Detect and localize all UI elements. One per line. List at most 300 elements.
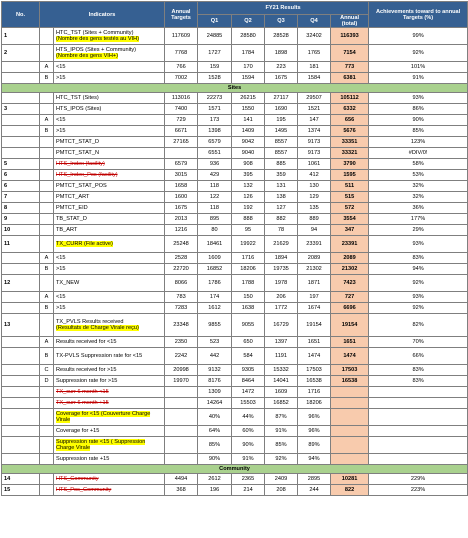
row-number	[2, 337, 40, 348]
table-row	[2, 365, 468, 376]
annual-target-cell: 1675	[165, 203, 198, 214]
achievement-cell: 101%	[369, 62, 468, 73]
q3-cell: 1397	[265, 337, 298, 348]
annual-target-cell: 117609	[165, 28, 198, 45]
achievement-cell: 93%	[369, 93, 468, 104]
indicator-cell	[54, 115, 165, 126]
annual-total-cell: 7423	[331, 275, 369, 292]
indicator-cell	[54, 474, 165, 485]
indicator-label: Suppression rate <15 ( Suppression Charge Virale	[56, 439, 146, 452]
annual-target-cell: 7002	[165, 73, 198, 84]
achievement-cell: 94%	[369, 264, 468, 275]
q1-cell: 196	[198, 485, 232, 496]
indicator-label: PMTCT_STAT_D	[56, 139, 99, 146]
annual-total-cell: 16538	[331, 376, 369, 387]
table-row	[2, 28, 468, 45]
section-row-sites	[2, 84, 468, 93]
indicator-label: >15	[56, 75, 66, 82]
q4-cell: 412	[298, 170, 331, 181]
q3-cell: 1191	[265, 348, 298, 365]
row-sub-letter	[40, 426, 54, 437]
q3-cell: 78	[265, 225, 298, 236]
annual-total-cell: 6332	[331, 104, 369, 115]
q1-cell: 40%	[198, 409, 232, 426]
table-row	[2, 303, 468, 314]
achievement-cell: 36%	[369, 203, 468, 214]
row-sub-letter: B	[40, 264, 54, 275]
row-sub-letter	[40, 409, 54, 426]
indicator-cell	[54, 225, 165, 236]
row-sub-letter	[40, 28, 54, 45]
row-sub-letter: A	[40, 337, 54, 348]
table-row	[2, 454, 468, 465]
q1-cell: 90%	[198, 454, 232, 465]
q2-cell: 9305	[232, 365, 265, 376]
table-row	[2, 474, 468, 485]
q4-cell: 9173	[298, 148, 331, 159]
table-row	[2, 485, 468, 496]
q2-cell: 18206	[232, 264, 265, 275]
q1-cell: 1528	[198, 73, 232, 84]
q4-cell: 181	[298, 62, 331, 73]
q2-cell: 1409	[232, 126, 265, 137]
row-sub-letter	[40, 170, 54, 181]
annual-target-cell: 2350	[165, 337, 198, 348]
q3-cell: 14041	[265, 376, 298, 387]
q2-cell: 1638	[232, 303, 265, 314]
annual-target-cell: 729	[165, 115, 198, 126]
section-label: Sites	[2, 84, 468, 93]
q2-cell: 214	[232, 485, 265, 496]
q3-cell: 885	[265, 159, 298, 170]
annual-total-cell: 515	[331, 192, 369, 203]
indicator-label: PMTCT_STAT_N	[56, 150, 99, 157]
q4-cell: 21302	[298, 264, 331, 275]
table-row	[2, 203, 468, 214]
q4-cell: 29507	[298, 93, 331, 104]
q3-cell: 92%	[265, 454, 298, 465]
q1-cell: 1309	[198, 387, 232, 398]
row-sub-letter: D	[40, 376, 54, 387]
row-sub-letter	[40, 137, 54, 148]
indicator-cell	[54, 28, 165, 45]
indicator-cell	[54, 253, 165, 264]
indicator-label: TX_NEW	[56, 280, 80, 287]
q4-cell: 1584	[298, 73, 331, 84]
table-row	[2, 73, 468, 84]
row-number	[2, 115, 40, 126]
q4-cell: 244	[298, 485, 331, 496]
achievement-cell	[369, 409, 468, 426]
row-number	[2, 253, 40, 264]
annual-total-cell: 656	[331, 115, 369, 126]
row-sub-letter: B	[40, 73, 54, 84]
q1-cell: 2612	[198, 474, 232, 485]
q1-cell: 6551	[198, 148, 232, 159]
q2-cell: 888	[232, 214, 265, 225]
indicator-cell	[54, 236, 165, 253]
achievement-cell: 99%	[369, 28, 468, 45]
table-row	[2, 214, 468, 225]
indicator-cell	[54, 485, 165, 496]
indicator-label: <15	[56, 294, 66, 301]
q3-cell: 127	[265, 203, 298, 214]
achievement-cell: 91%	[369, 73, 468, 84]
q2-cell: 95	[232, 225, 265, 236]
achievement-cell: 93%	[369, 236, 468, 253]
row-number: 15	[2, 485, 40, 496]
annual-target-cell	[165, 409, 198, 426]
achievement-cell: 83%	[369, 365, 468, 376]
q3-cell: 1898	[265, 45, 298, 62]
header-no: No.	[2, 2, 40, 28]
indicator-cell	[54, 314, 165, 337]
q3-cell: 16852	[265, 398, 298, 409]
row-number: 2	[2, 45, 40, 62]
indicator-cell	[54, 126, 165, 137]
q2-cell: 1784	[232, 45, 265, 62]
row-sub-letter	[40, 314, 54, 337]
row-number	[2, 398, 40, 409]
annual-target-cell: 19970	[165, 376, 198, 387]
annual-total-cell: 116393	[331, 28, 369, 45]
row-number: 3	[2, 104, 40, 115]
q3-cell: 87%	[265, 409, 298, 426]
annual-total-cell: 6381	[331, 73, 369, 84]
indicator-sublabel: (Nombre des gens VIH+)	[56, 53, 119, 60]
annual-target-cell	[165, 148, 198, 159]
indicator-cell	[54, 303, 165, 314]
annual-total-cell: 727	[331, 292, 369, 303]
annual-target-cell: 2013	[165, 214, 198, 225]
indicator-label: >15	[56, 128, 66, 135]
indicator-cell	[54, 387, 165, 398]
annual-total-cell	[331, 437, 369, 454]
annual-total-cell: 10281	[331, 474, 369, 485]
table-row	[2, 192, 468, 203]
annual-total-cell	[331, 426, 369, 437]
q2-cell: 141	[232, 115, 265, 126]
row-number	[2, 437, 40, 454]
q4-cell: 19154	[298, 314, 331, 337]
q2-cell: 28580	[232, 28, 265, 45]
annual-target-cell	[165, 454, 198, 465]
row-sub-letter: B	[40, 126, 54, 137]
indicator-cell	[54, 93, 165, 104]
annual-target-cell: 7400	[165, 104, 198, 115]
table-row	[2, 253, 468, 264]
section-row-community	[2, 465, 468, 474]
row-sub-letter	[40, 275, 54, 292]
annual-target-cell: 368	[165, 485, 198, 496]
q1-cell: 6579	[198, 137, 232, 148]
q3-cell: 27117	[265, 93, 298, 104]
q1-cell: 1786	[198, 275, 232, 292]
q4-cell: 96%	[298, 426, 331, 437]
annual-target-cell: 22720	[165, 264, 198, 275]
table-row	[2, 426, 468, 437]
annual-total-cell	[331, 409, 369, 426]
q4-cell: 1871	[298, 275, 331, 292]
q4-cell: 89%	[298, 437, 331, 454]
q3-cell: 131	[265, 181, 298, 192]
indicator-label: Coverage for +15	[56, 428, 100, 435]
row-number: 10	[2, 225, 40, 236]
row-sub-letter	[40, 398, 54, 409]
table-row	[2, 337, 468, 348]
indicator-label: Results received for <15	[56, 339, 117, 346]
q1-cell: 18461	[198, 236, 232, 253]
q2-cell: 1472	[232, 387, 265, 398]
header-annual-total: Annual (total)	[331, 15, 369, 28]
achievement-cell: 123%	[369, 137, 468, 148]
achievement-cell	[369, 437, 468, 454]
q1-cell: 8176	[198, 376, 232, 387]
annual-total-cell: 572	[331, 203, 369, 214]
q2-cell: 9055	[232, 314, 265, 337]
q4-cell: 1061	[298, 159, 331, 170]
indicator-label: Suppression rate for >15	[56, 378, 118, 385]
q2-cell: 650	[232, 337, 265, 348]
q1-cell: 9855	[198, 314, 232, 337]
row-sub-letter	[40, 181, 54, 192]
indicator-cell	[54, 454, 165, 465]
header-q1: Q1	[198, 15, 232, 28]
annual-total-cell: 511	[331, 181, 369, 192]
indicator-cell	[54, 409, 165, 426]
row-number: 5	[2, 159, 40, 170]
q3-cell: 15332	[265, 365, 298, 376]
q1-cell: 1398	[198, 126, 232, 137]
annual-total-cell: 21302	[331, 264, 369, 275]
indicator-cell	[54, 62, 165, 73]
row-number	[2, 73, 40, 84]
row-number	[2, 348, 40, 365]
q2-cell: 91%	[232, 454, 265, 465]
table-row	[2, 409, 468, 426]
indicator-label: HTS_IPOS (Sites + Community)	[56, 47, 137, 54]
q2-cell: 1716	[232, 253, 265, 264]
indicator-label: HTS_Index_Pos (facility)	[56, 172, 118, 179]
annual-total-cell: 17503	[331, 365, 369, 376]
q4-cell: 130	[298, 181, 331, 192]
row-number	[2, 264, 40, 275]
achievement-cell: 82%	[369, 314, 468, 337]
row-number	[2, 292, 40, 303]
annual-total-cell: 19154	[331, 314, 369, 337]
q3-cell: 1609	[265, 387, 298, 398]
achievement-cell: 83%	[369, 253, 468, 264]
q2-cell: 26215	[232, 93, 265, 104]
row-sub-letter	[40, 236, 54, 253]
annual-target-cell: 766	[165, 62, 198, 73]
table-row	[2, 376, 468, 387]
annual-total-cell: 773	[331, 62, 369, 73]
indicator-label: HTC_TST (Sites)	[56, 95, 99, 102]
q4-cell: 2895	[298, 474, 331, 485]
q4-cell: 32402	[298, 28, 331, 45]
table-row	[2, 314, 468, 337]
indicator-label: >15	[56, 305, 66, 312]
row-number	[2, 93, 40, 104]
table-row	[2, 236, 468, 253]
q2-cell: 170	[232, 62, 265, 73]
q2-cell: 19922	[232, 236, 265, 253]
annual-total-cell: 822	[331, 485, 369, 496]
q2-cell: 8464	[232, 376, 265, 387]
indicator-label: HTS_IPOS (Sites)	[56, 106, 102, 113]
achievement-cell: 58%	[369, 159, 468, 170]
annual-target-cell: 4494	[165, 474, 198, 485]
table-row	[2, 115, 468, 126]
achievement-cell	[369, 454, 468, 465]
annual-total-cell: 33321	[331, 148, 369, 159]
row-sub-letter	[40, 45, 54, 62]
table-row	[2, 348, 468, 365]
annual-target-cell: 2528	[165, 253, 198, 264]
q4-cell: 1474	[298, 348, 331, 365]
q3-cell: 21629	[265, 236, 298, 253]
annual-total-cell: 1474	[331, 348, 369, 365]
achievement-cell: 90%	[369, 115, 468, 126]
indicator-cell	[54, 365, 165, 376]
achievement-cell	[369, 387, 468, 398]
row-number: 12	[2, 275, 40, 292]
row-number	[2, 126, 40, 137]
q3-cell: 1690	[265, 104, 298, 115]
q3-cell: 195	[265, 115, 298, 126]
achievement-cell: 86%	[369, 104, 468, 115]
q3-cell: 882	[265, 214, 298, 225]
row-number	[2, 137, 40, 148]
q1-cell: 16852	[198, 264, 232, 275]
row-sub-letter	[40, 214, 54, 225]
q3-cell: 2409	[265, 474, 298, 485]
row-sub-letter: C	[40, 365, 54, 376]
q4-cell: 1765	[298, 45, 331, 62]
q4-cell: 18206	[298, 398, 331, 409]
row-number: 14	[2, 474, 40, 485]
q1-cell: 895	[198, 214, 232, 225]
annual-target-cell: 783	[165, 292, 198, 303]
q2-cell: 192	[232, 203, 265, 214]
q1-cell: 1571	[198, 104, 232, 115]
q1-cell: 1609	[198, 253, 232, 264]
row-number	[2, 376, 40, 387]
q2-cell: 1594	[232, 73, 265, 84]
row-number	[2, 62, 40, 73]
table-row	[2, 292, 468, 303]
header-annual-targets: Annual Targets	[165, 2, 198, 28]
achievement-cell: 83%	[369, 376, 468, 387]
q1-cell: 936	[198, 159, 232, 170]
row-number	[2, 148, 40, 159]
q4-cell: 1521	[298, 104, 331, 115]
indicator-cell	[54, 292, 165, 303]
q3-cell: 1495	[265, 126, 298, 137]
q2-cell: 908	[232, 159, 265, 170]
row-number	[2, 365, 40, 376]
report-table-container	[1, 1, 467, 496]
row-number	[2, 409, 40, 426]
indicator-label: Results received for >15	[56, 367, 117, 374]
q3-cell: 208	[265, 485, 298, 496]
q1-cell: 22273	[198, 93, 232, 104]
indicator-label: HTC_TST (Sites + Community)	[56, 30, 134, 37]
q4-cell: 96%	[298, 409, 331, 426]
indicator-label: >15	[56, 266, 66, 273]
table-row	[2, 148, 468, 159]
q3-cell: 8557	[265, 148, 298, 159]
q3-cell: 1894	[265, 253, 298, 264]
table-row	[2, 398, 468, 409]
q3-cell: 206	[265, 292, 298, 303]
indicator-cell	[54, 137, 165, 148]
row-number: 11	[2, 236, 40, 253]
annual-target-cell: 7283	[165, 303, 198, 314]
table-row	[2, 275, 468, 292]
annual-target-cell: 25248	[165, 236, 198, 253]
q2-cell: 2365	[232, 474, 265, 485]
indicator-label: PMTCT_STAT_POS	[56, 183, 107, 190]
annual-total-cell: 3790	[331, 159, 369, 170]
table-row	[2, 225, 468, 236]
indicator-cell	[54, 203, 165, 214]
header-fy-results: FY21 Results	[198, 2, 369, 15]
q3-cell: 359	[265, 170, 298, 181]
q2-cell: 132	[232, 181, 265, 192]
row-sub-letter	[40, 203, 54, 214]
annual-total-cell: 2089	[331, 253, 369, 264]
achievement-cell: 66%	[369, 348, 468, 365]
q1-cell: 14264	[198, 398, 232, 409]
row-sub-letter	[40, 474, 54, 485]
row-sub-letter	[40, 93, 54, 104]
annual-target-cell: 1658	[165, 181, 198, 192]
header-achievements: Achievements toward to annual Targets (%)	[369, 2, 468, 28]
achievement-cell: 70%	[369, 337, 468, 348]
indicator-cell	[54, 398, 165, 409]
q3-cell: 223	[265, 62, 298, 73]
q2-cell: 395	[232, 170, 265, 181]
q4-cell: 129	[298, 192, 331, 203]
q4-cell: 94%	[298, 454, 331, 465]
indicator-cell	[54, 148, 165, 159]
q1-cell: 159	[198, 62, 232, 73]
q1-cell: 24885	[198, 28, 232, 45]
annual-target-cell: 23348	[165, 314, 198, 337]
q4-cell: 1374	[298, 126, 331, 137]
q3-cell: 16729	[265, 314, 298, 337]
annual-total-cell: 1595	[331, 170, 369, 181]
q4-cell: 1674	[298, 303, 331, 314]
indicator-label: PMTCT_ART	[56, 194, 90, 201]
indicator-cell	[54, 45, 165, 62]
q4-cell: 9173	[298, 137, 331, 148]
q4-cell: 147	[298, 115, 331, 126]
achievement-cell: 93%	[369, 292, 468, 303]
indicator-cell	[54, 264, 165, 275]
indicator-label: HTS_Index (facility)	[56, 161, 105, 168]
q4-cell: 2089	[298, 253, 331, 264]
annual-total-cell: 6696	[331, 303, 369, 314]
annual-target-cell: 27165	[165, 137, 198, 148]
header-q4: Q4	[298, 15, 331, 28]
indicator-cell	[54, 181, 165, 192]
q1-cell: 174	[198, 292, 232, 303]
achievement-cell: #DIV/0!	[369, 148, 468, 159]
results-table-body	[2, 28, 468, 496]
